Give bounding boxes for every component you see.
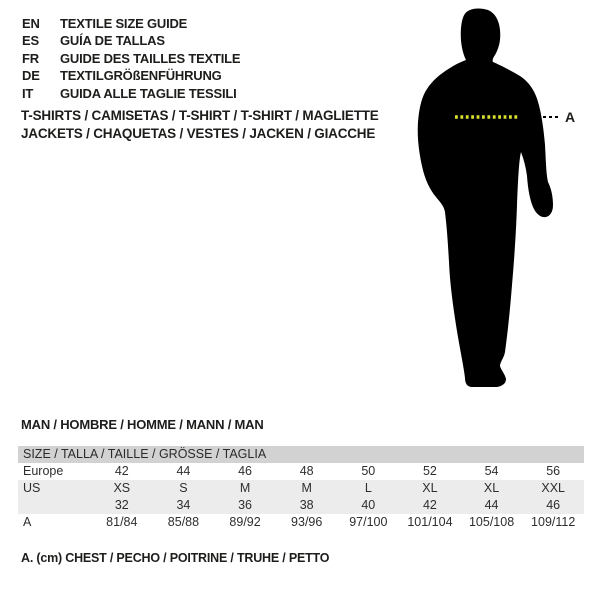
size-cell: 81/84 <box>106 515 138 529</box>
language-label: TEXTILE SIZE GUIDE <box>60 16 188 31</box>
language-code: FR <box>22 50 39 66</box>
size-cell: 93/96 <box>291 515 323 529</box>
measure-footnote: A. (cm) CHEST / PECHO / POITRINE / TRUHE / PETTO <box>21 551 330 565</box>
size-cell: 97/100 <box>349 515 388 529</box>
size-cell: 46 <box>546 498 561 512</box>
section-title: MAN / HOMBRE / HOMME / MANN / MAN <box>21 417 264 432</box>
size-cell: 50 <box>361 464 376 478</box>
language-row <box>22 32 240 49</box>
size-cell: S <box>179 481 188 495</box>
size-cell: 89/92 <box>229 515 261 529</box>
language-row <box>22 67 240 84</box>
man-silhouette <box>418 9 553 388</box>
language-code: IT <box>22 85 34 101</box>
size-cell: 54 <box>484 464 499 478</box>
language-code: DE <box>22 68 40 84</box>
size-cell: 36 <box>238 498 253 512</box>
category-line: JACKETS / CHAQUETAS / VESTES / JACKEN / GIACCHE <box>21 125 376 141</box>
size-cell: 85/88 <box>167 515 200 529</box>
size-cell: 44 <box>176 464 191 478</box>
row-label: A <box>23 515 32 529</box>
size-cell: 42 <box>114 464 129 478</box>
size-table-header: SIZE / TALLA / TAILLE / GRÖSSE / TAGLIA <box>18 446 584 463</box>
size-cell: 42 <box>422 498 437 512</box>
language-row <box>22 15 240 32</box>
size-cell: XS <box>113 481 131 495</box>
measure-label-a: A <box>565 109 576 125</box>
size-cell: XL <box>422 481 438 495</box>
row-label: US <box>23 481 41 495</box>
size-cell: M <box>301 481 312 495</box>
man-figure <box>400 0 600 400</box>
row-label <box>18 497 91 514</box>
language-row <box>22 85 240 102</box>
size-cell: M <box>239 481 251 495</box>
table-row <box>18 497 584 514</box>
size-cell: 101/104 <box>407 515 453 529</box>
language-list <box>22 15 240 102</box>
size-cell: 56 <box>546 464 561 478</box>
language-code: ES <box>22 33 39 49</box>
language-label: TEXTILGRÖßENFÜHRUNG <box>60 68 222 84</box>
language-label: GUIDE DES TAILLES TEXTILE <box>60 50 241 66</box>
category-list <box>21 107 379 142</box>
size-cell: 109/112 <box>531 515 576 529</box>
language-code: EN <box>22 16 40 31</box>
size-table-body <box>18 463 584 531</box>
language-label: GUIDA ALLE TAGLIE TESSILI <box>60 85 237 101</box>
size-cell: 105/108 <box>468 515 515 529</box>
size-cell: 44 <box>484 498 499 512</box>
size-cell: XXL <box>541 481 565 495</box>
language-row <box>22 50 240 67</box>
table-row <box>18 514 584 531</box>
size-table <box>18 446 584 531</box>
size-cell: 32 <box>114 498 129 512</box>
size-cell: 40 <box>361 498 376 512</box>
size-cell: 46 <box>238 464 253 478</box>
size-cell: XL <box>483 481 500 495</box>
size-cell: 48 <box>299 464 314 478</box>
size-cell: L <box>364 481 372 495</box>
language-label: GUÍA DE TALLAS <box>60 33 165 49</box>
row-label: Europe <box>23 464 64 478</box>
category-line: T-SHIRTS / CAMISETAS / T-SHIRT / T-SHIRT / MAGLIETTE <box>21 108 379 123</box>
table-row <box>18 480 584 497</box>
size-cell: 34 <box>176 498 191 512</box>
table-row <box>18 463 584 480</box>
size-cell: 52 <box>422 464 437 478</box>
size-cell: 38 <box>299 498 314 512</box>
